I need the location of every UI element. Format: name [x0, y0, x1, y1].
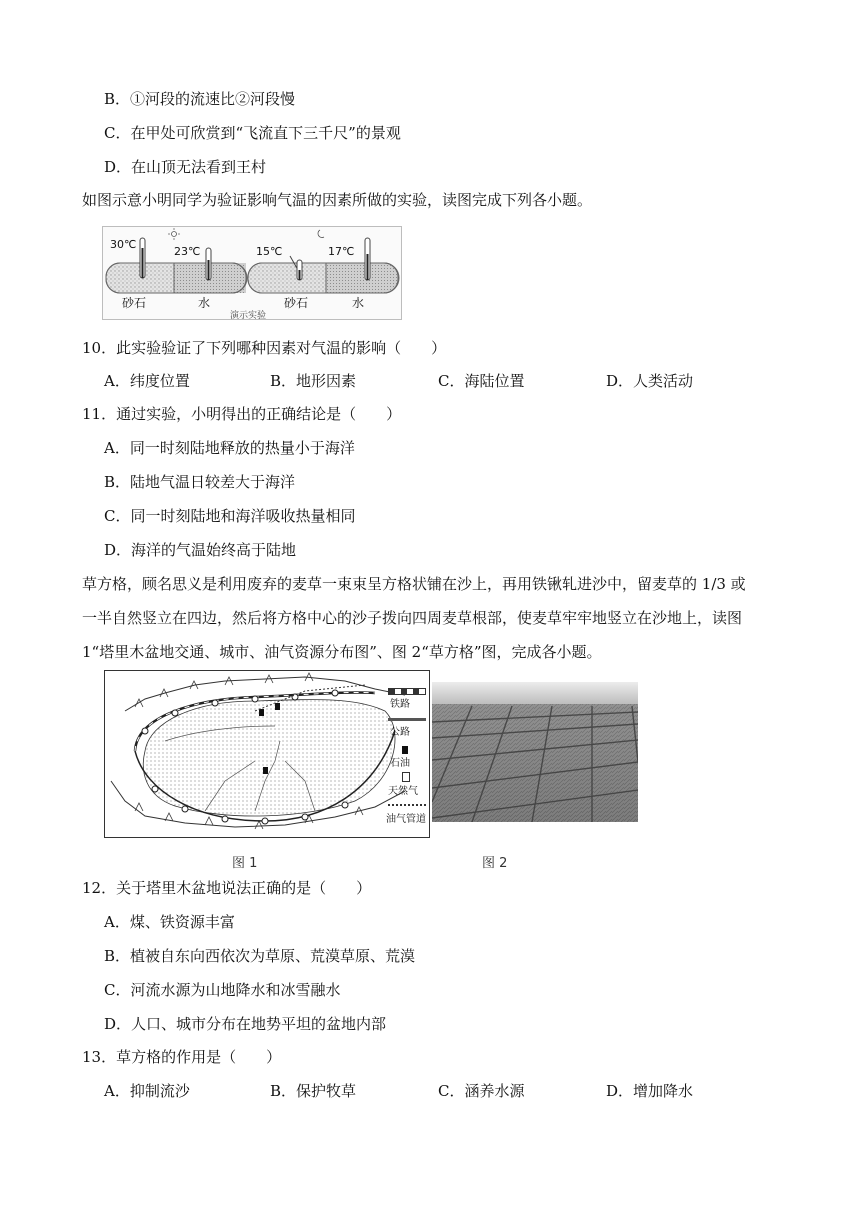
q13-option-b: B．保护牧草	[270, 1082, 357, 1100]
grass-grid-photo	[432, 682, 638, 822]
figure2-caption: 图 2	[482, 856, 508, 871]
q10-stem: 10．此实验验证了下列哪种因素对气温的影响（ ）	[82, 339, 447, 357]
q12-option-a: A．煤、铁资源丰富	[104, 913, 235, 931]
tarim-map-drawing	[105, 671, 429, 837]
q13-option-a: A．抑制流沙	[104, 1082, 190, 1100]
q10-option-b: B．地形因素	[270, 372, 357, 390]
intro-grass-grid-line1: 草方格，顾名思义是利用废弃的麦草一束束呈方格状铺在沙上，再用铁锹轧进沙中，留麦草的 1/3 或	[82, 575, 746, 593]
tarim-basin-map	[104, 670, 430, 838]
q11-stem: 11．通过实验，小明得出的正确结论是（ ）	[82, 405, 402, 423]
map-legend	[386, 686, 432, 836]
q12-option-b: B．植被自东向西依次为草原、荒漠草原、荒漠	[104, 947, 416, 965]
legend-pipeline-symbol	[388, 804, 426, 806]
q13-options	[104, 1080, 804, 1102]
q10-option-a: A．纬度位置	[104, 372, 190, 390]
legend-road-symbol	[388, 718, 426, 721]
temp-night-water: 17℃	[328, 245, 355, 258]
q10-options	[104, 370, 804, 392]
q10-option-c: C．海陆位置	[438, 372, 525, 390]
q11-option-d: D．海洋的气温始终高于陆地	[104, 541, 297, 559]
legend-gas: 天然气	[388, 786, 418, 797]
temp-night-sand: 15℃	[256, 245, 283, 258]
grass-grid-photo-drawing	[432, 682, 638, 822]
q12-option-c: C．河流水源为山地降水和冰雪融水	[104, 981, 341, 999]
thermometer-day-water	[206, 248, 211, 280]
legend-pipeline: 油气管道	[386, 814, 426, 825]
experiment-figure	[102, 226, 402, 320]
label-day-water: 水	[198, 296, 211, 310]
legend-road: 公路	[390, 727, 410, 738]
thermometer-night-water	[365, 238, 370, 280]
label-night-sand: 砂石	[284, 296, 309, 310]
temp-day-water: 23℃	[174, 245, 201, 258]
legend-railway: 铁路	[390, 699, 410, 710]
thermometer-day-sand	[140, 238, 145, 278]
q11-option-b: B．陆地气温日较差大于海洋	[104, 473, 296, 491]
q11-option-c: C．同一时刻陆地和海洋吸收热量相同	[104, 507, 356, 525]
q12-option-d: D．人口、城市分布在地势平坦的盆地内部	[104, 1015, 387, 1033]
option-prev-d: D．在山顶无法看到王村	[104, 158, 267, 176]
q13-stem: 13．草方格的作用是（ ）	[82, 1048, 282, 1066]
temp-day-sand: 30℃	[110, 238, 137, 251]
option-prev-b: B．①河段的流速比②河段慢	[104, 90, 296, 108]
legend-oil: 石油	[390, 758, 410, 769]
experiment-caption: 演示实验	[230, 311, 267, 321]
q13-option-d: D．增加降水	[606, 1082, 694, 1100]
figure1-caption: 图 1	[232, 856, 258, 871]
legend-railway-symbol	[388, 688, 426, 695]
legend-oil-symbol	[402, 746, 408, 754]
q10-option-d: D．人类活动	[606, 372, 694, 390]
option-prev-c: C．在甲处可欣赏到“飞流直下三千尺”的景观	[104, 124, 401, 142]
q11-option-a: A．同一时刻陆地释放的热量小于海洋	[104, 439, 355, 457]
label-night-water: 水	[352, 296, 365, 310]
q12-stem: 12．关于塔里木盆地说法正确的是（ ）	[82, 879, 372, 897]
intro-experiment: 如图示意小明同学为验证影响气温的因素所做的实验，读图完成下列各小题。	[82, 191, 593, 209]
q13-option-c: C．涵养水源	[438, 1082, 525, 1100]
label-day-sand: 砂石	[122, 296, 147, 310]
intro-grass-grid-line3: 1“塔里木盆地交通、城市、油气资源分布图”、图 2“草方格”图，完成各小题。	[82, 643, 602, 661]
legend-gas-symbol	[402, 772, 410, 782]
intro-grass-grid-line2: 一半自然竖立在四边，然后将方格中心的沙子拨向四周麦草根部，使麦草牢牢地竖立在沙地上，读图	[82, 609, 743, 627]
